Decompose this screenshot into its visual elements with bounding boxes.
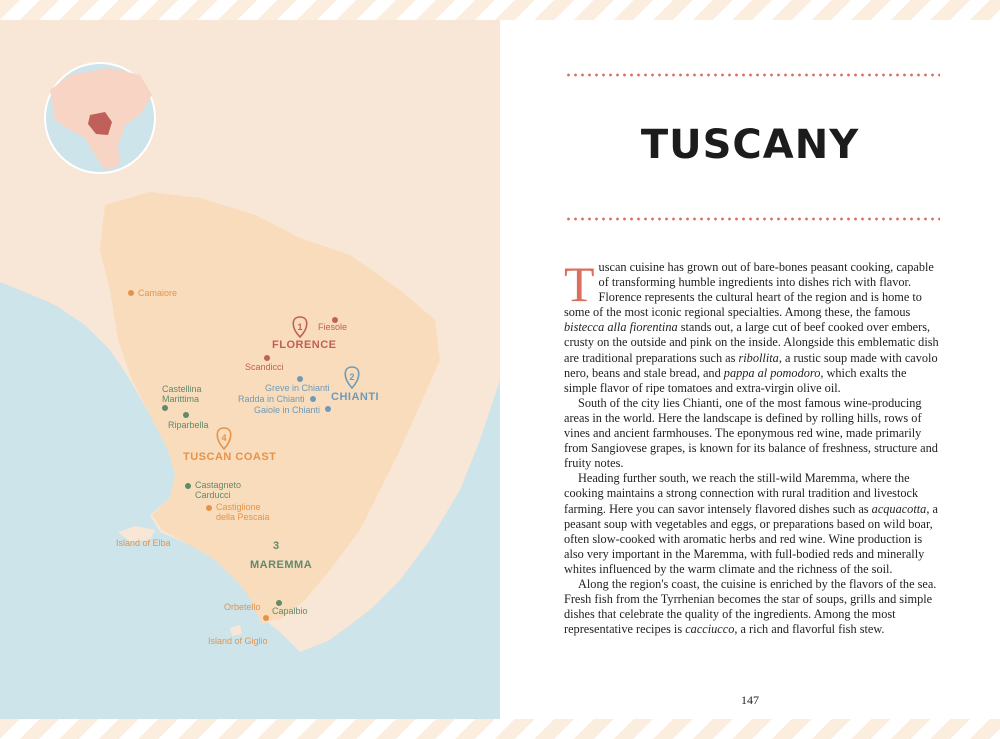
dot-radda bbox=[310, 396, 316, 402]
dot-greve bbox=[297, 376, 303, 382]
place-radda: Radda in Chianti bbox=[238, 394, 305, 404]
place-gaiole: Gaiole in Chianti bbox=[254, 405, 321, 415]
italic-dish-name: ribollita bbox=[738, 350, 779, 365]
dot-orbetello bbox=[263, 615, 269, 621]
dot-gaiole bbox=[325, 406, 331, 412]
text-run: South of the city lies Chianti, one of the most famous wine-producing areas in the world. Here the landscape is defined by rolling hills, rows of vines and ancient farmhouses. The eponymous red wine, made primarily from Sangiovese grapes, is known for its balance of freshness, structure and fruity notes. bbox=[564, 395, 938, 471]
place-orbetello: Orbetello bbox=[224, 602, 261, 612]
italic-dish-name: pappa al pomodoro bbox=[723, 365, 821, 380]
place-elba: Island of Elba bbox=[116, 538, 171, 548]
text-run: , which exalts the simple flavor of ripe tomatoes and extra-virgin olive oil. bbox=[564, 365, 907, 395]
text-run: uscan cuisine has grown out of bare-bones peasant cooking, capable of transforming humble ingredients into dishes rich with flavor. Florence represents the cultural heart of the region and is home to some of the most iconic regional specialties. Among these, the famous bbox=[564, 260, 934, 320]
place-scandicci: Scandicci bbox=[245, 362, 284, 372]
paragraph bbox=[564, 471, 942, 577]
svg-text:4: 4 bbox=[221, 433, 227, 443]
italic-dish-name: bistecca alla fiorentina bbox=[564, 320, 678, 335]
svg-text:2: 2 bbox=[349, 372, 355, 382]
decorative-top-stripe bbox=[0, 0, 1000, 20]
region-label-tuscan-coast: TUSCAN COAST bbox=[183, 451, 277, 463]
text-run: , a peasant soup with vegetables and eggs, or preparations based on wild boar, often slow-cooked with aromatic herbs and red wine. Wine production is also very important in the Maremma, with full-bodied reds and minerally whites influenced by the warm climate and the richness of the soil. bbox=[564, 501, 938, 576]
place-greve: Greve in Chianti bbox=[265, 383, 330, 393]
place-castellina: Castellina Marittima bbox=[162, 384, 202, 405]
article-body bbox=[564, 256, 942, 637]
region-label-florence: FLORENCE bbox=[272, 339, 337, 351]
place-riparbella: Riparbella bbox=[168, 420, 209, 430]
tuscany-map bbox=[0, 20, 500, 719]
italic-dish-name: acquacotta bbox=[871, 501, 927, 516]
decorative-bottom-stripe bbox=[0, 719, 1000, 739]
text-run: Along the region's coast, the cuisine is enriched by the flavors of the sea. Fresh fish from the Tyrrhenian becomes the star of soups, grills and simple dishes that celebrate the quality of the ingredients. Among the most representative recipes is bbox=[564, 576, 937, 637]
place-capalbio: Capalbio bbox=[272, 606, 308, 616]
region-number-maremma: 3 bbox=[272, 540, 280, 552]
page-title: TUSCANY bbox=[640, 122, 860, 168]
dot-riparbella bbox=[183, 412, 189, 418]
inset-italy-map bbox=[45, 63, 155, 173]
region-label-maremma: MAREMMA bbox=[250, 559, 313, 571]
text-run: stands out, a large cut of beef cooked over embers, crusty on the outside and pink on the inside. Alongside this emblematic dish are traditional preparations such as bbox=[564, 320, 939, 365]
text-run: , a rich and flavorful fish stew. bbox=[734, 622, 885, 637]
dot-scandicci bbox=[264, 355, 270, 361]
place-fiesole: Fiesole bbox=[318, 322, 348, 332]
svg-text:1: 1 bbox=[297, 322, 303, 332]
page-number: 147 bbox=[741, 693, 759, 707]
place-castagneto: Castagneto Carducci bbox=[195, 480, 242, 501]
region-label-chianti: CHIANTI bbox=[331, 391, 380, 403]
place-camaiore: Camaiore bbox=[138, 288, 178, 298]
place-giglio: Island of Giglio bbox=[208, 636, 268, 646]
drop-cap: T bbox=[564, 256, 595, 312]
dot-castellina bbox=[162, 405, 168, 411]
text-run: Heading further south, we reach the still-wild Maremma, where the cooking maintains a strong connection with rural tradition and livestock farming. Here you can savor intensely flavored dishes such as bbox=[564, 471, 919, 516]
paragraph bbox=[564, 396, 942, 471]
place-castiglione: Castiglione della Pescaia bbox=[216, 502, 270, 523]
paragraph bbox=[564, 577, 942, 637]
italic-dish-name: cacciucco bbox=[685, 622, 735, 637]
dotted-divider-bottom bbox=[565, 217, 940, 221]
dotted-divider-top bbox=[565, 73, 940, 77]
dot-camaiore bbox=[128, 290, 134, 296]
dot-castiglione bbox=[206, 505, 212, 511]
dot-castagneto bbox=[185, 483, 191, 489]
text-page bbox=[500, 20, 1000, 719]
text-run: , a rustic soup made with cavolo nero, beans and stale bread, and bbox=[564, 350, 938, 380]
paragraph bbox=[564, 256, 942, 396]
